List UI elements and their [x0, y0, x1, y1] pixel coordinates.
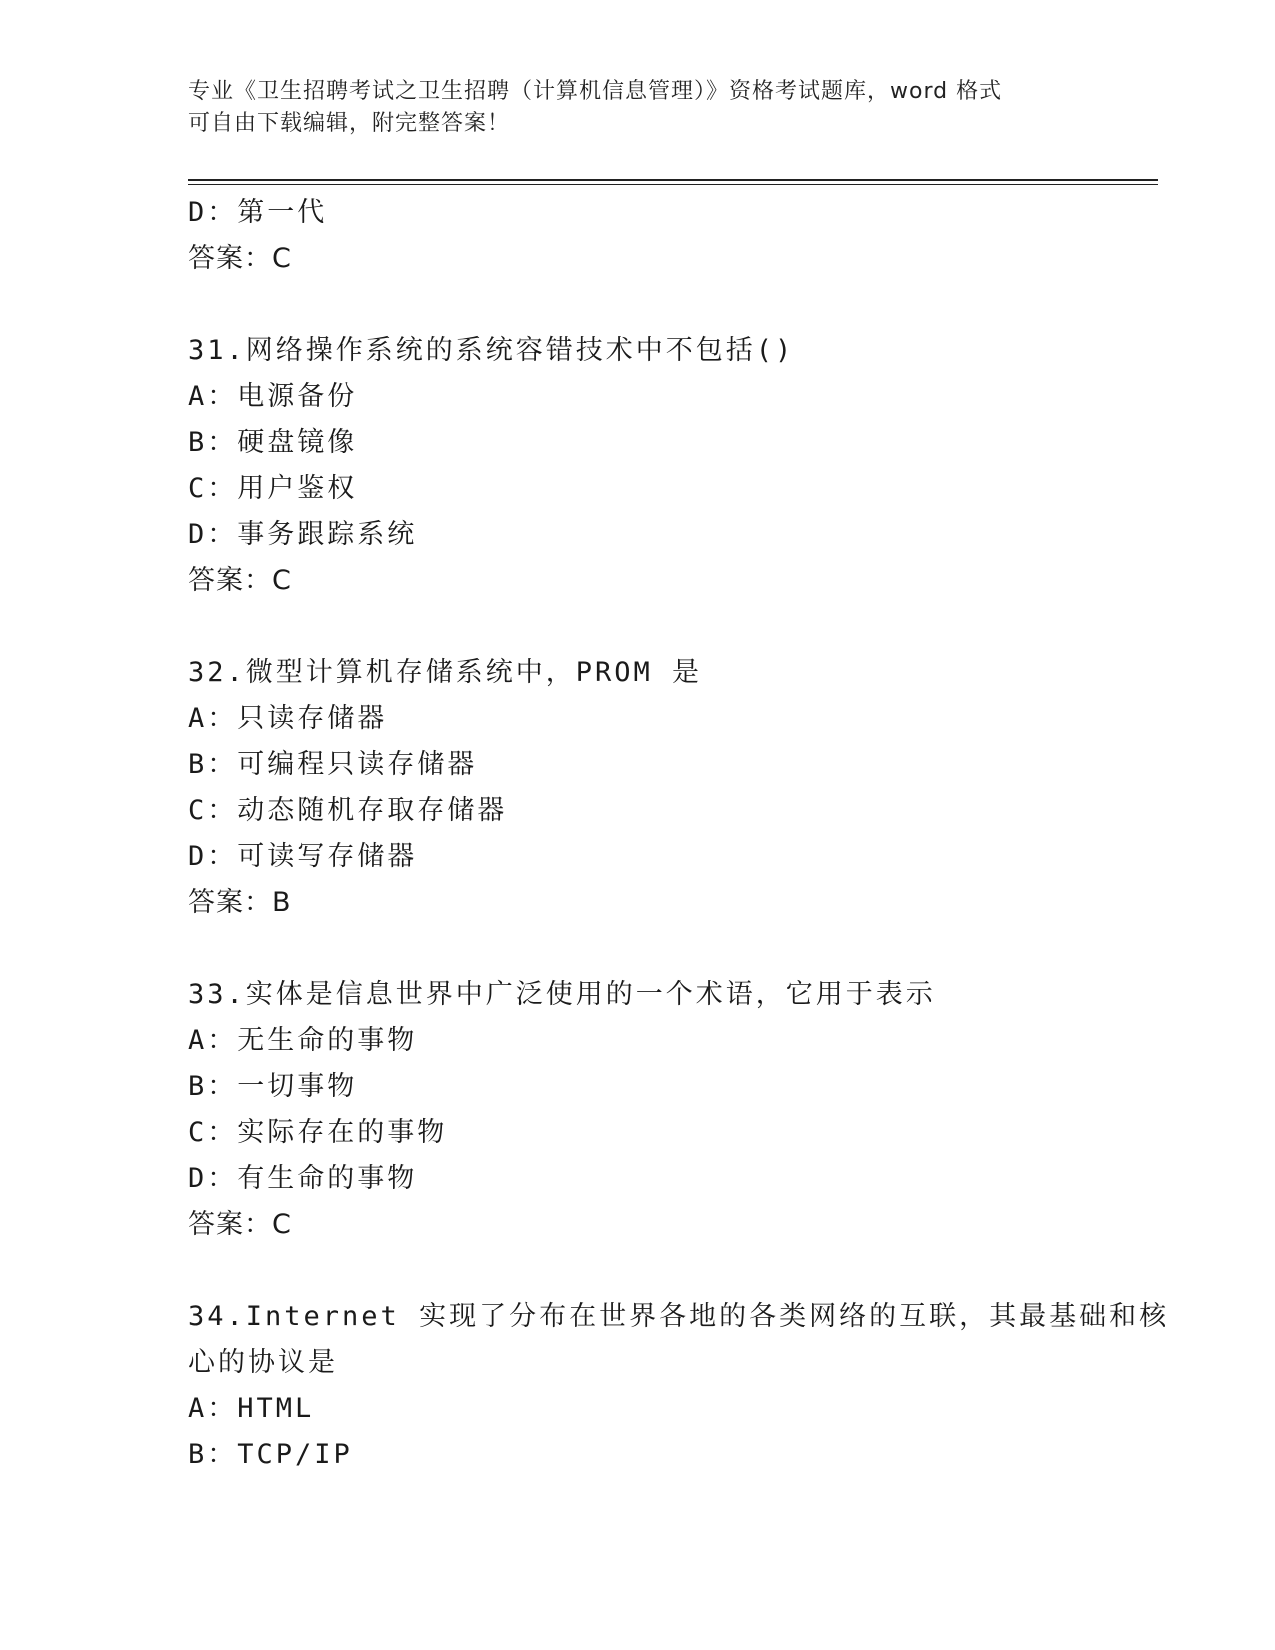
option-b: B：一切事物 [188, 1071, 358, 1102]
option-a: A：无生命的事物 [188, 1025, 418, 1056]
header-rule-secondary [188, 184, 1158, 185]
question-list [188, 190, 1170, 1478]
option-a: A：只读存储器 [188, 703, 388, 734]
question-text: 32.微型计算机存储系统中，PROM 是 [188, 657, 703, 688]
question-text-line-2: 心的协议是 [188, 1347, 338, 1378]
spacer [188, 1248, 1088, 1294]
option-a: A：HTML [188, 1393, 315, 1424]
question-31 [188, 328, 1088, 604]
previous-question-tail [188, 190, 1088, 282]
option-b: B：硬盘镜像 [188, 427, 358, 458]
document-header [188, 76, 1088, 140]
option-c: C：用户鉴权 [188, 473, 358, 504]
question-34 [188, 1294, 1170, 1478]
question-33 [188, 972, 1088, 1248]
answer: 答案：C [188, 243, 292, 274]
option-d: D：有生命的事物 [188, 1163, 418, 1194]
question-text: 31.网络操作系统的系统容错技术中不包括() [188, 335, 795, 366]
question-text-line-1: 34.Internet 实现了分布在世界各地的各类网络的互联，其最基础和核 [188, 1301, 1170, 1332]
option-b: B：可编程只读存储器 [188, 749, 478, 780]
header-line-1: 专业《卫生招聘考试之卫生招聘（计算机信息管理）》资格考试题库，word 格式 [188, 79, 1003, 104]
option-b: B：TCP/IP [188, 1439, 353, 1470]
option-d: D：第一代 [188, 197, 328, 228]
question-text: 33.实体是信息世界中广泛使用的一个术语，它用于表示 [188, 979, 936, 1010]
option-d: D：事务跟踪系统 [188, 519, 418, 550]
answer: 答案：C [188, 565, 292, 596]
spacer [188, 604, 1088, 650]
answer: 答案：B [188, 887, 292, 918]
question-32 [188, 650, 1088, 926]
option-c: C：动态随机存取存储器 [188, 795, 508, 826]
header-line-2: 可自由下载编辑，附完整答案！ [188, 111, 511, 136]
header-rule [188, 179, 1158, 181]
spacer [188, 282, 1088, 328]
option-d: D：可读写存储器 [188, 841, 418, 872]
answer: 答案：C [188, 1209, 292, 1240]
spacer [188, 926, 1088, 972]
option-a: A：电源备份 [188, 381, 358, 412]
option-c: C：实际存在的事物 [188, 1117, 448, 1148]
